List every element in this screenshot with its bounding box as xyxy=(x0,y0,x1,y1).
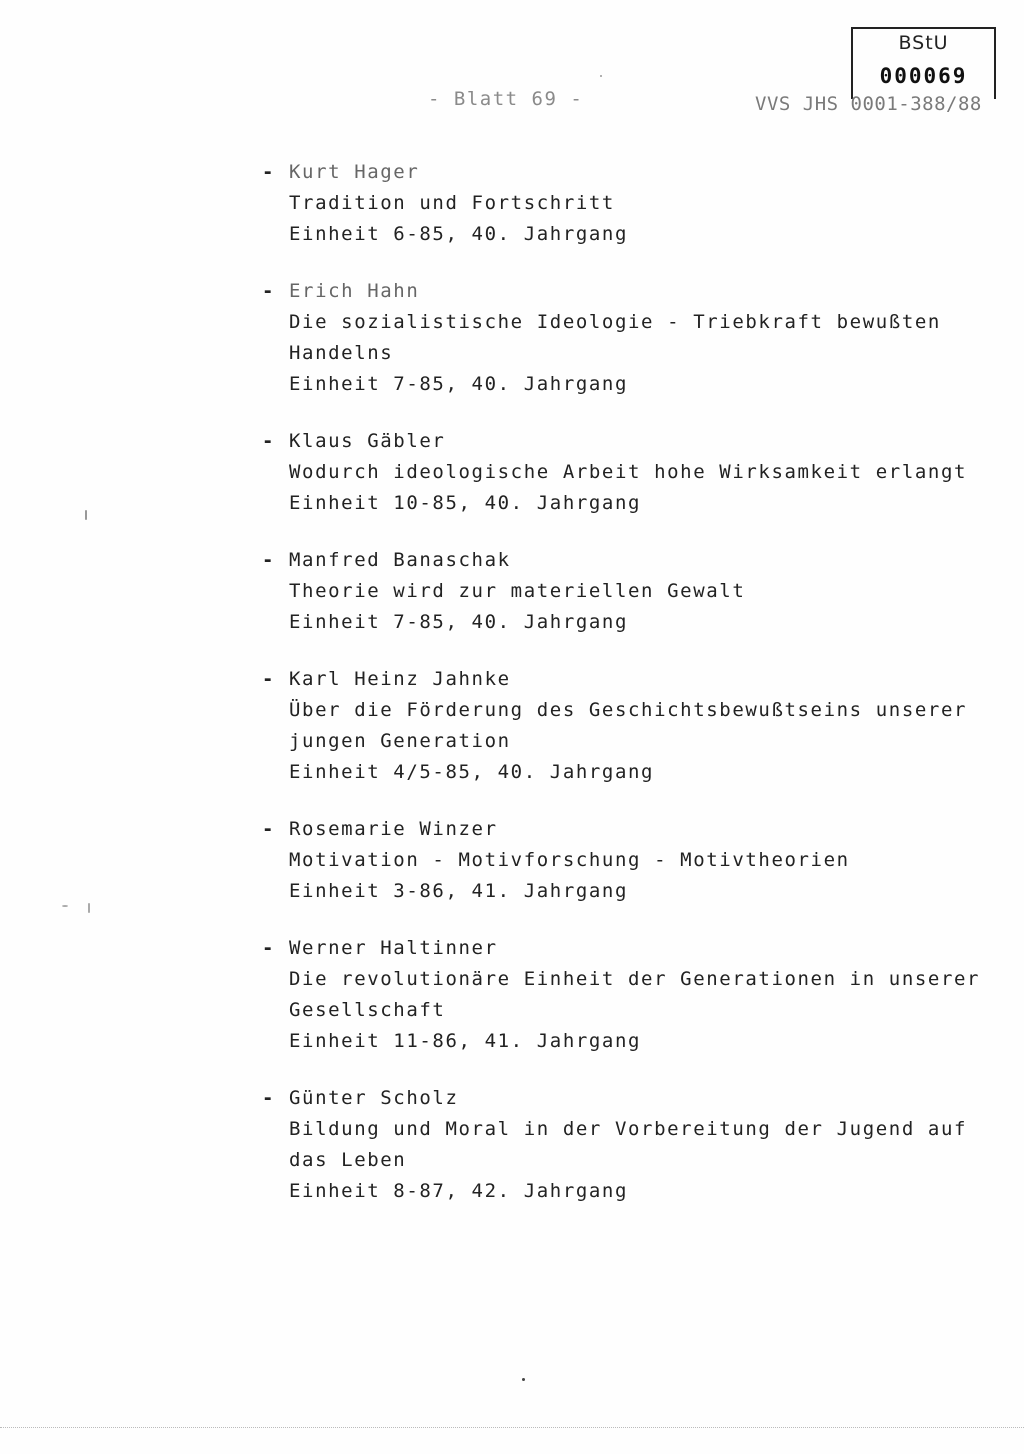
entry-source: Einheit 10-85, 40. Jahrgang xyxy=(289,492,642,514)
archive-stamp xyxy=(851,27,996,99)
scan-speck xyxy=(88,903,90,913)
bibliography-entry xyxy=(262,1083,968,1207)
scan-edge xyxy=(0,1427,1024,1430)
entry-title-line: Motivation - Motivforschung - Motivtheorien xyxy=(289,849,850,871)
entry-author: Manfred Banaschak xyxy=(289,549,511,571)
entry-title-line: Gesellschaft xyxy=(289,999,446,1021)
entry-source: Einheit 3-86, 41. Jahrgang xyxy=(289,880,629,902)
entry-title-line: Die revolutionäre Einheit der Generationen in unserer xyxy=(289,968,981,990)
bibliography-entry xyxy=(262,814,962,907)
stamp-title: BStU xyxy=(898,32,949,54)
list-dash: - xyxy=(262,430,274,452)
list-dash: - xyxy=(262,1087,274,1109)
page-number: - Blatt 69 - xyxy=(428,88,584,110)
entry-title-line: Die sozialistische Ideologie - Triebkraft bewußten xyxy=(289,311,941,333)
scan-speck xyxy=(522,1378,525,1381)
list-dash: - xyxy=(262,937,274,959)
entry-source: Einheit 7-85, 40. Jahrgang xyxy=(289,611,629,633)
entry-author: Werner Haltinner xyxy=(289,937,498,959)
entry-source: Einheit 6-85, 40. Jahrgang xyxy=(289,223,629,245)
document-reference: VVS JHS 0001-388/88 xyxy=(755,93,982,115)
entry-author: Erich Hahn xyxy=(289,280,420,302)
stamp-number: 000069 xyxy=(879,64,968,88)
entry-source: Einheit 4/5-85, 40. Jahrgang xyxy=(289,761,655,783)
entry-source: Einheit 7-85, 40. Jahrgang xyxy=(289,373,629,395)
entry-author: Günter Scholz xyxy=(289,1087,459,1109)
bibliography-entry xyxy=(262,426,968,519)
bibliography-entry xyxy=(262,933,981,1057)
entry-source: Einheit 11-86, 41. Jahrgang xyxy=(289,1030,642,1052)
entry-title-line: Theorie wird zur materiellen Gewalt xyxy=(289,580,746,602)
entry-author: Rosemarie Winzer xyxy=(289,818,498,840)
entry-source: Einheit 8-87, 42. Jahrgang xyxy=(289,1180,629,1202)
bibliography-entry xyxy=(262,664,968,788)
scan-speck xyxy=(85,510,87,520)
entry-title-line: Tradition und Fortschritt xyxy=(289,192,615,214)
entry-title-line: das Leben xyxy=(289,1149,407,1171)
bibliography-entry xyxy=(262,276,962,400)
entry-author: Karl Heinz Jahnke xyxy=(289,668,511,690)
bibliography-entry xyxy=(262,157,962,250)
bibliography-list xyxy=(262,157,981,1233)
scan-speck xyxy=(600,75,602,77)
entry-title-line: Bildung und Moral in der Vorbereitung der Jugend auf xyxy=(289,1118,968,1140)
entry-title-line: Wodurch ideologische Arbeit hohe Wirksamkeit erlangt xyxy=(289,461,968,483)
list-dash: - xyxy=(262,549,274,571)
list-dash: - xyxy=(262,668,274,690)
bibliography-entry xyxy=(262,545,962,638)
list-dash: - xyxy=(262,161,274,183)
entry-title-line: Handelns xyxy=(289,342,394,364)
list-dash: - xyxy=(262,280,274,302)
entry-author: Klaus Gäbler xyxy=(289,430,446,452)
scan-speck xyxy=(62,905,68,907)
entry-title-line: jungen Generation xyxy=(289,730,511,752)
list-dash: - xyxy=(262,818,274,840)
entry-author: Kurt Hager xyxy=(289,161,420,183)
entry-title-line: Über die Förderung des Geschichtsbewußtseins unserer xyxy=(289,699,968,721)
